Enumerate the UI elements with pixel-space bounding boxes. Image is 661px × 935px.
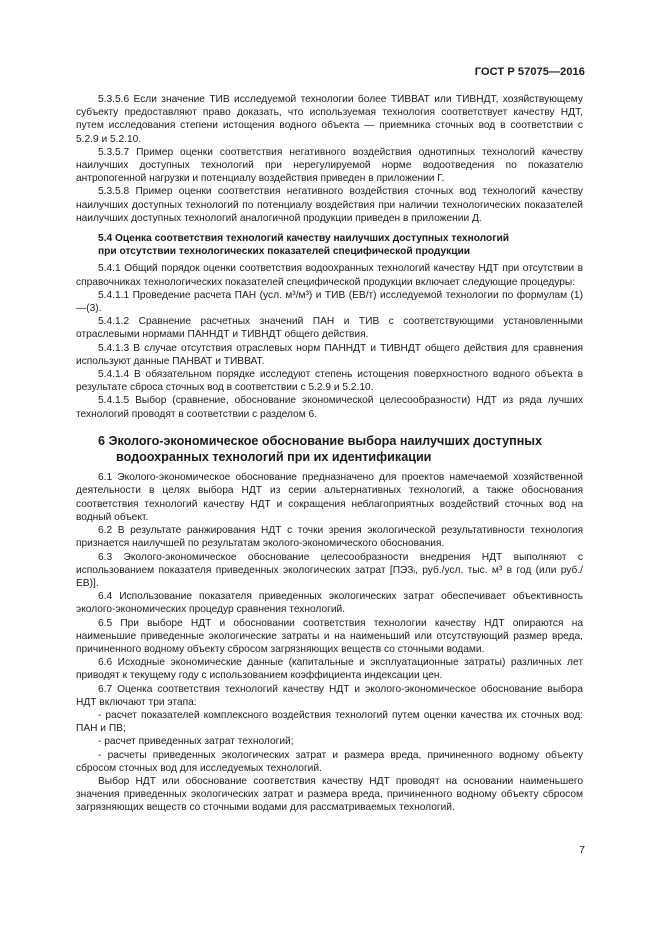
- list-item: - расчет приведенных затрат технологий;: [98, 736, 294, 748]
- section-heading-5-4: [76, 232, 583, 258]
- paragraph-6-4: 6.4 Использование показателя приведенных экологических затрат обеспечивает объективность эколого-экономических процедур сравнения технологий.: [76, 591, 583, 616]
- list-item: - расчеты приведенных экологических затрат и размера вреда, причиненного водному объекту сбросом сточных вод для исследуемых технологий.: [76, 749, 583, 774]
- paragraph-6-1: 6.1 Эколого-экономическое обоснование предназначено для проектов намечаемой хозяйственной деятельности в целях выбора НДТ из серии альтернативных технологий, а также обоснования соответствия технологий качеству НДТ и сокращения неблагоприятных воздействий сточных вод на водный объект.: [76, 472, 583, 523]
- paragraph-5-3-5-7: 5.3.5.7 Пример оценки соответствия негативного воздействия однотипных технологий качеству наилучших доступных технологий при нерегулируемой норме водоотведения по показателю антропогенной нагрузки и потенциалу воздействия приведен в приложении Г.: [76, 146, 583, 185]
- section-heading-line: 5.4 Оценка соответствия технологий качеству наилучших доступных технологий: [98, 233, 510, 245]
- paragraph-5-3-5-6: 5.3.5.6 Если значение ТИВ исследуемой технологии более ТИВВАТ или ТИВНДТ, хозяйствующему субъекту предоставляют право доказать, что используемая технология соответствует качеству НДТ, путем исследования степени истощения водного объекта — приемника сточных вод в соответствии с 5.2.9 и 5.2.10.: [76, 94, 583, 145]
- paragraph-5-3-5-8: 5.3.5.8 Пример оценки соответствия негативного воздействия сточных вод технологий качеству наилучших доступных технологий по потенциалу воздействия при наличии технологических показателей наилучших доступных технологий аналогичной продукции приведен в приложении Д.: [76, 186, 583, 224]
- section-heading-line: 6 Эколого-экономическое обоснование выбора наилучших доступных: [98, 433, 543, 448]
- document-code: ГОСТ Р 57075—2016: [474, 66, 585, 78]
- paragraph-5-4-1-2: 5.4.1.2 Сравнение расчетных значений ПАН и ТИВ с соответствующими установленными отраслевыми нормами ПАННДТ и ТИВНДТ общего действия.: [76, 316, 583, 341]
- paragraph-6-3: 6.3 Эколого-экономическое обоснование целесообразности внедрения НДТ выполняют с использованием показателя приведенных экологических затрат [ПЭЗᵢ, руб./усл. тыс. м³ в год (или руб./ЕВ)].: [76, 551, 583, 589]
- paragraph-6-6: 6.6 Исходные экономические данные (капитальные и эксплуатационные затраты) различных лет приводят к текущему году с использованием коэффициента индексации цен.: [76, 657, 583, 682]
- list-item: - расчет показателей комплексного воздействия технологий путем оценки качества их сточных вод: ПАН и ПВ;: [76, 709, 583, 735]
- paragraph-conclusion: Выбор НДТ или обоснование соответствия качеству НДТ проводят на основании наименьшего значения приведенных экологических затрат и размера вреда, причиненного водному объекту сбросом загрязняющих веществ со сточными водами для рассматриваемых технологий.: [76, 775, 583, 814]
- paragraph-6-5: 6.5 При выборе НДТ и обосновании соответствия технологии качеству НДТ опираются на наименьшие приведенные экологические затраты и на наименьший или отсутствующий размер вреда, причиненного водному объекту сбросом загрязняющих веществ со сточными водами.: [76, 617, 583, 655]
- paragraph-5-4-1-3: 5.4.1.3 В случае отсутствия отраслевых норм ПАННДТ и ТИВНДТ общего действия для сравнения используют данные ПАНВАТ и ТИВВАТ.: [76, 342, 583, 367]
- paragraph-6-2: 6.2 В результате ранжирования НДТ с точки зрения экологической результативности технология признается наилучшей по результатам эколого-экономического обоснования.: [76, 525, 583, 550]
- paragraph-5-4-1-4: 5.4.1.4 В обязательном порядке исследуют степень истощения поверхностного водного объекта в результате сброса сточных вод в соответствии с 5.2.9 и 5.2.10.: [76, 369, 583, 394]
- paragraph-5-4-1-5: 5.4.1.5 Выбор (сравнение, обоснование экономической целесообразности) НДТ из ряда лучших технологий проводят в соответствии с разделом 6.: [76, 395, 583, 420]
- section-heading-line: при отсутствии технологических показателей специфической продукции: [98, 246, 471, 258]
- page-number: 7: [579, 844, 585, 856]
- paragraph-6-7: 6.7 Оценка соответствия технологий качеству НДТ и эколого-экономическое обоснование выбора НДТ включают три этапа:: [76, 683, 583, 708]
- paragraph-5-4-1: 5.4.1 Общий порядок оценки соответствия водоохранных технологий качеству НДТ при отсутствии в справочниках технологических показателей специфической продукции включает следующие процедуры:: [76, 263, 583, 288]
- document-body: [76, 93, 583, 815]
- section-heading-line: водоохранных технологий при их идентификации: [116, 450, 432, 465]
- paragraph-5-4-1-1: 5.4.1.1 Проведение расчета ПАН (усл. м³/м³) и ТИВ (ЕВ/т) исследуемой технологии по формулам (1)—(3).: [76, 289, 583, 315]
- section-heading-6: [76, 433, 583, 465]
